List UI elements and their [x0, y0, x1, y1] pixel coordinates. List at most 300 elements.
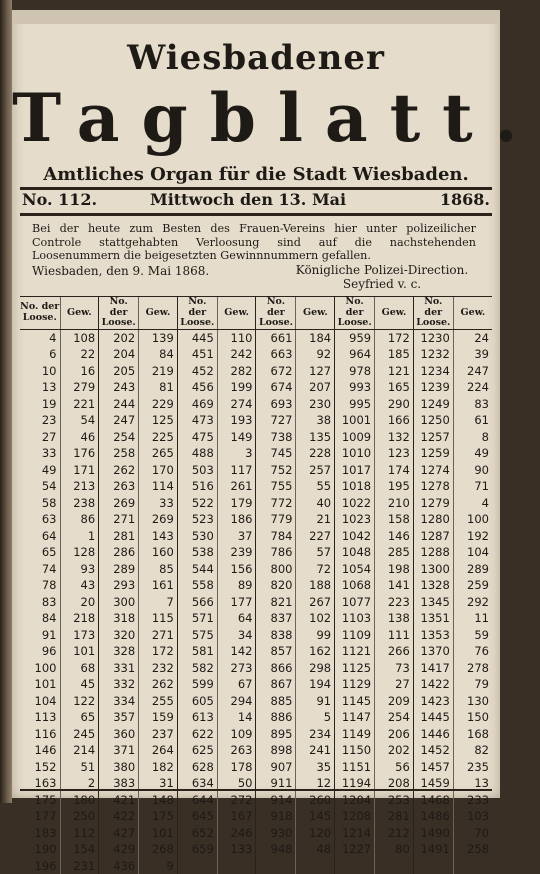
- authority-name: Königliche Polizei-Direction.: [292, 264, 472, 278]
- prize-number: 154: [60, 841, 99, 858]
- prize-number: 289: [453, 561, 492, 578]
- prize-number: 199: [217, 379, 256, 396]
- masthead-title-top: Wiesbadener: [12, 38, 500, 78]
- prize-number: 93: [60, 561, 99, 578]
- loose-number: 205: [99, 363, 139, 380]
- prize-number: 92: [296, 346, 335, 363]
- prize-number: 212: [375, 825, 414, 842]
- loose-number: 6: [20, 346, 60, 363]
- loose-number: 1023: [335, 511, 375, 528]
- prize-number: 208: [375, 775, 414, 792]
- prize-number: 40: [296, 495, 335, 512]
- loose-number: 964: [335, 346, 375, 363]
- loose-number: 281: [99, 528, 139, 545]
- prize-number: 135: [296, 429, 335, 446]
- prize-number: 229: [139, 396, 178, 413]
- prize-number: 195: [375, 478, 414, 495]
- table-row: [20, 841, 492, 858]
- prize-number: 120: [296, 825, 335, 842]
- prize-number: 254: [375, 709, 414, 726]
- loose-number: 1351: [413, 610, 453, 627]
- prize-number: 171: [60, 462, 99, 479]
- prize-number: 31: [139, 775, 178, 792]
- loose-number: 183: [20, 825, 60, 842]
- prize-number: 21: [296, 511, 335, 528]
- loose-number: 1328: [413, 577, 453, 594]
- loose-number: 1204: [335, 792, 375, 809]
- prize-number: 292: [453, 594, 492, 611]
- loose-number: 820: [256, 577, 296, 594]
- table-row: [20, 577, 492, 594]
- notice-place-date: Wiesbaden, den 9. Mai 1868.: [32, 264, 209, 278]
- header-loose-label: Loose.: [20, 313, 60, 324]
- table-row: [20, 808, 492, 825]
- prize-number: 219: [139, 363, 178, 380]
- loose-number: 866: [256, 660, 296, 677]
- prize-number: 35: [296, 759, 335, 776]
- loose-number: 78: [20, 577, 60, 594]
- header-loose-label: Loose.: [335, 318, 374, 329]
- loose-number: 1009: [335, 429, 375, 446]
- prize-number: [217, 858, 256, 874]
- prize-number: 298: [296, 660, 335, 677]
- table-row: [20, 445, 492, 462]
- prize-number: 259: [453, 577, 492, 594]
- prize-number: 64: [217, 610, 256, 627]
- prize-number: 218: [60, 610, 99, 627]
- prize-number: 71: [453, 478, 492, 495]
- loose-number: 1230: [413, 329, 453, 346]
- masthead-subtitle: Amtliches Organ für die Stadt Wiesbaden.: [12, 164, 500, 185]
- prize-number: 207: [296, 379, 335, 396]
- loose-number: 599: [177, 676, 217, 693]
- loose-number: 571: [177, 610, 217, 627]
- loose-number: 1125: [335, 660, 375, 677]
- prize-number: 188: [296, 577, 335, 594]
- loose-number: 1022: [335, 495, 375, 512]
- prize-number: 273: [217, 660, 256, 677]
- loose-number: 959: [335, 329, 375, 346]
- table-row: [20, 594, 492, 611]
- page-top-margin: [12, 10, 500, 24]
- prize-number: 16: [60, 363, 99, 380]
- prize-number: 85: [139, 561, 178, 578]
- table-row: [20, 792, 492, 809]
- header-loose: [413, 297, 453, 329]
- loose-number: 116: [20, 726, 60, 743]
- loose-number: 33: [20, 445, 60, 462]
- loose-number: 544: [177, 561, 217, 578]
- loose-number: 1150: [335, 742, 375, 759]
- prize-number: 177: [217, 594, 256, 611]
- loose-number: 196: [20, 858, 60, 874]
- prize-number: 267: [296, 594, 335, 611]
- loose-number: 475: [177, 429, 217, 446]
- issue-number: No. 112.: [22, 190, 97, 209]
- prize-number: 90: [453, 462, 492, 479]
- loose-number: [177, 858, 217, 874]
- table-row: [20, 825, 492, 842]
- issue-date: Mittwoch den 13. Mai: [150, 190, 346, 209]
- prize-number: 142: [217, 643, 256, 660]
- issue-rule-bottom: [20, 213, 492, 216]
- loose-number: 661: [256, 329, 296, 346]
- loose-number: 451: [177, 346, 217, 363]
- loose-number: 995: [335, 396, 375, 413]
- notice-authority: [292, 264, 472, 291]
- loose-number: 163: [20, 775, 60, 792]
- prize-number: 172: [139, 643, 178, 660]
- loose-number: 644: [177, 792, 217, 809]
- loose-number: 634: [177, 775, 217, 792]
- loose-number: 1446: [413, 726, 453, 743]
- table-row: [20, 742, 492, 759]
- header-loose: [335, 297, 375, 329]
- loose-number: 1239: [413, 379, 453, 396]
- loose-number: 898: [256, 742, 296, 759]
- loose-number: 1259: [413, 445, 453, 462]
- prize-number: 108: [60, 329, 99, 346]
- loose-number: 1452: [413, 742, 453, 759]
- loose-number: 645: [177, 808, 217, 825]
- loose-number: 258: [99, 445, 139, 462]
- prize-number: 8: [453, 429, 492, 446]
- prize-number: 269: [139, 511, 178, 528]
- prize-number: 213: [60, 478, 99, 495]
- prize-number: 170: [139, 462, 178, 479]
- prize-number: 257: [296, 462, 335, 479]
- prize-number: 51: [60, 759, 99, 776]
- loose-number: 271: [99, 511, 139, 528]
- prize-number: 260: [296, 792, 335, 809]
- header-gew: Gew.: [139, 297, 178, 329]
- loose-number: 1445: [413, 709, 453, 726]
- loose-number: 152: [20, 759, 60, 776]
- prize-number: 150: [453, 709, 492, 726]
- loose-number: 1250: [413, 412, 453, 429]
- loose-number: 1018: [335, 478, 375, 495]
- prize-number: 139: [139, 329, 178, 346]
- prize-number: 253: [375, 792, 414, 809]
- loose-number: 27: [20, 429, 60, 446]
- prize-number: 247: [453, 363, 492, 380]
- prize-number: 12: [296, 775, 335, 792]
- prize-number: 73: [375, 660, 414, 677]
- prize-number: 149: [217, 429, 256, 446]
- prize-number: 281: [375, 808, 414, 825]
- prize-number: 238: [60, 495, 99, 512]
- loose-number: 1279: [413, 495, 453, 512]
- table-row: [20, 495, 492, 512]
- prize-number: 206: [375, 726, 414, 743]
- prize-number: 33: [139, 495, 178, 512]
- table-row: [20, 544, 492, 561]
- prize-number: 282: [217, 363, 256, 380]
- prize-number: 14: [217, 709, 256, 726]
- prize-number: 22: [60, 346, 99, 363]
- loose-number: 672: [256, 363, 296, 380]
- loose-number: 1486: [413, 808, 453, 825]
- loose-number: 427: [99, 825, 139, 842]
- loose-number: 1280: [413, 511, 453, 528]
- loose-number: 978: [335, 363, 375, 380]
- loose-number: 784: [256, 528, 296, 545]
- header-loose-label: Loose.: [99, 318, 138, 329]
- loose-number: 1149: [335, 726, 375, 743]
- prize-number: 143: [139, 528, 178, 545]
- prize-number: 223: [375, 594, 414, 611]
- loose-number: 63: [20, 511, 60, 528]
- prize-number: 237: [139, 726, 178, 743]
- prize-number: 285: [375, 544, 414, 561]
- header-loose-label: Loose.: [414, 318, 453, 329]
- loose-number: 1077: [335, 594, 375, 611]
- loose-number: 1010: [335, 445, 375, 462]
- loose-number: 886: [256, 709, 296, 726]
- loose-number: 659: [177, 841, 217, 858]
- prize-number: 198: [375, 561, 414, 578]
- header-loose: [177, 297, 217, 329]
- loose-number: 1274: [413, 462, 453, 479]
- loose-number: 1353: [413, 627, 453, 644]
- prize-number: 49: [453, 445, 492, 462]
- prize-number: 225: [139, 429, 178, 446]
- loose-number: 383: [99, 775, 139, 792]
- prize-number: 43: [60, 577, 99, 594]
- prize-number: 221: [60, 396, 99, 413]
- loose-number: 488: [177, 445, 217, 462]
- loose-number: 628: [177, 759, 217, 776]
- prize-number: 232: [139, 660, 178, 677]
- prize-number: 193: [217, 412, 256, 429]
- loose-number: 503: [177, 462, 217, 479]
- loose-number: [335, 858, 375, 874]
- loose-number: 175: [20, 792, 60, 809]
- header-loose-label: Loose.: [178, 318, 217, 329]
- prize-number: 192: [453, 528, 492, 545]
- newspaper-page: [12, 10, 500, 798]
- loose-number: 622: [177, 726, 217, 743]
- prize-number: 82: [453, 742, 492, 759]
- table-row: [20, 346, 492, 363]
- loose-number: 262: [99, 462, 139, 479]
- prize-number: 231: [60, 858, 99, 874]
- prize-number: 148: [139, 792, 178, 809]
- loose-number: 334: [99, 693, 139, 710]
- prize-number: 160: [139, 544, 178, 561]
- loose-number: 49: [20, 462, 60, 479]
- prize-number: 255: [139, 693, 178, 710]
- prize-number: 45: [60, 676, 99, 693]
- prize-number: 102: [296, 610, 335, 627]
- prize-number: 178: [217, 759, 256, 776]
- loose-number: 867: [256, 676, 296, 693]
- prize-number: 146: [375, 528, 414, 545]
- loose-number: 1068: [335, 577, 375, 594]
- loose-number: 1257: [413, 429, 453, 446]
- prize-number: 272: [217, 792, 256, 809]
- prize-number: 110: [217, 329, 256, 346]
- binding-edge: [0, 0, 12, 803]
- loose-number: 1468: [413, 792, 453, 809]
- loose-number: 254: [99, 429, 139, 446]
- prize-number: 114: [139, 478, 178, 495]
- loose-number: 289: [99, 561, 139, 578]
- prize-number: 100: [453, 511, 492, 528]
- table-row: [20, 363, 492, 380]
- loose-number: 613: [177, 709, 217, 726]
- loose-number: 146: [20, 742, 60, 759]
- prize-number: [375, 858, 414, 874]
- prize-number: 241: [296, 742, 335, 759]
- prize-number: 268: [139, 841, 178, 858]
- prize-number: 76: [453, 643, 492, 660]
- prize-number: 156: [217, 561, 256, 578]
- prize-number: 130: [453, 693, 492, 710]
- loose-number: 914: [256, 792, 296, 809]
- loose-number: 993: [335, 379, 375, 396]
- loose-number: 727: [256, 412, 296, 429]
- prize-number: 111: [375, 627, 414, 644]
- prize-number: 166: [375, 412, 414, 429]
- loose-number: 581: [177, 643, 217, 660]
- prize-number: 70: [453, 825, 492, 842]
- prize-number: 83: [453, 396, 492, 413]
- header-no-der: No. der: [335, 297, 374, 318]
- prize-number: 242: [217, 346, 256, 363]
- prize-number: 117: [217, 462, 256, 479]
- prize-number: 235: [453, 759, 492, 776]
- prize-number: 165: [375, 379, 414, 396]
- loose-number: 19: [20, 396, 60, 413]
- prize-number: 258: [453, 841, 492, 858]
- loose-number: 293: [99, 577, 139, 594]
- table-row: [20, 329, 492, 346]
- header-gew: Gew.: [60, 297, 99, 329]
- table-row: [20, 478, 492, 495]
- prize-number: 145: [296, 808, 335, 825]
- loose-number: 456: [177, 379, 217, 396]
- header-no-der: No. der: [20, 302, 60, 313]
- prize-number: 263: [217, 742, 256, 759]
- prize-number: 9: [139, 858, 178, 874]
- loose-number: 202: [99, 329, 139, 346]
- prize-number: 1: [60, 528, 99, 545]
- loose-number: 371: [99, 742, 139, 759]
- loose-number: 1147: [335, 709, 375, 726]
- loose-number: 91: [20, 627, 60, 644]
- table-row: [20, 396, 492, 413]
- loose-number: 1234: [413, 363, 453, 380]
- loose-number: 558: [177, 577, 217, 594]
- loose-number: 582: [177, 660, 217, 677]
- prize-number: [453, 858, 492, 874]
- prize-number: 141: [375, 577, 414, 594]
- loose-number: 83: [20, 594, 60, 611]
- prize-number: 194: [296, 676, 335, 693]
- prize-number: 261: [217, 478, 256, 495]
- prize-number: 274: [217, 396, 256, 413]
- loose-number: 948: [256, 841, 296, 858]
- loose-number: 530: [177, 528, 217, 545]
- loose-number: 13: [20, 379, 60, 396]
- prize-number: 11: [453, 610, 492, 627]
- issue-year: 1868.: [440, 190, 490, 209]
- loose-number: 247: [99, 412, 139, 429]
- loose-number: 65: [20, 544, 60, 561]
- table-rule-bottom: [20, 789, 492, 791]
- loose-number: 1459: [413, 775, 453, 792]
- prize-number: 54: [60, 412, 99, 429]
- loose-number: 907: [256, 759, 296, 776]
- prize-number: 109: [217, 726, 256, 743]
- prize-number: 89: [217, 577, 256, 594]
- loose-number: [256, 858, 296, 874]
- prize-number: 138: [375, 610, 414, 627]
- loose-number: 1109: [335, 627, 375, 644]
- prize-number: 99: [296, 627, 335, 644]
- loose-number: 738: [256, 429, 296, 446]
- loose-number: 190: [20, 841, 60, 858]
- prize-number: 158: [375, 511, 414, 528]
- prize-number: 67: [217, 676, 256, 693]
- loose-number: 663: [256, 346, 296, 363]
- table-row: [20, 379, 492, 396]
- prize-number: 133: [217, 841, 256, 858]
- loose-number: 1232: [413, 346, 453, 363]
- loose-number: 263: [99, 478, 139, 495]
- header-gew: Gew.: [296, 297, 335, 329]
- prize-number: 159: [139, 709, 178, 726]
- prize-number: 72: [296, 561, 335, 578]
- loose-number: 1145: [335, 693, 375, 710]
- prize-number: 101: [139, 825, 178, 842]
- loose-number: 1300: [413, 561, 453, 578]
- prize-number: 278: [453, 660, 492, 677]
- header-no-der: No. der: [178, 297, 217, 318]
- prize-number: 233: [453, 792, 492, 809]
- loose-number: 452: [177, 363, 217, 380]
- loose-number: 1129: [335, 676, 375, 693]
- loose-number: 1208: [335, 808, 375, 825]
- prize-number: 176: [60, 445, 99, 462]
- prize-number: 104: [453, 544, 492, 561]
- loose-number: 429: [99, 841, 139, 858]
- prize-number: [296, 858, 335, 874]
- prize-number: 161: [139, 577, 178, 594]
- prize-number: 56: [375, 759, 414, 776]
- loose-number: 331: [99, 660, 139, 677]
- loose-number: 58: [20, 495, 60, 512]
- loose-number: 538: [177, 544, 217, 561]
- table-row: [20, 429, 492, 446]
- prize-number: 86: [60, 511, 99, 528]
- loose-number: 113: [20, 709, 60, 726]
- loose-number: 1042: [335, 528, 375, 545]
- table-row: [20, 660, 492, 677]
- prize-number: 186: [217, 511, 256, 528]
- prize-number: 48: [296, 841, 335, 858]
- prize-number: 34: [217, 627, 256, 644]
- loose-number: 96: [20, 643, 60, 660]
- prize-number: 57: [296, 544, 335, 561]
- loose-number: 300: [99, 594, 139, 611]
- loose-number: 23: [20, 412, 60, 429]
- prize-number: 250: [60, 808, 99, 825]
- authority-signature: Seyfried v. c.: [292, 278, 472, 292]
- loose-number: 473: [177, 412, 217, 429]
- prize-number: 224: [453, 379, 492, 396]
